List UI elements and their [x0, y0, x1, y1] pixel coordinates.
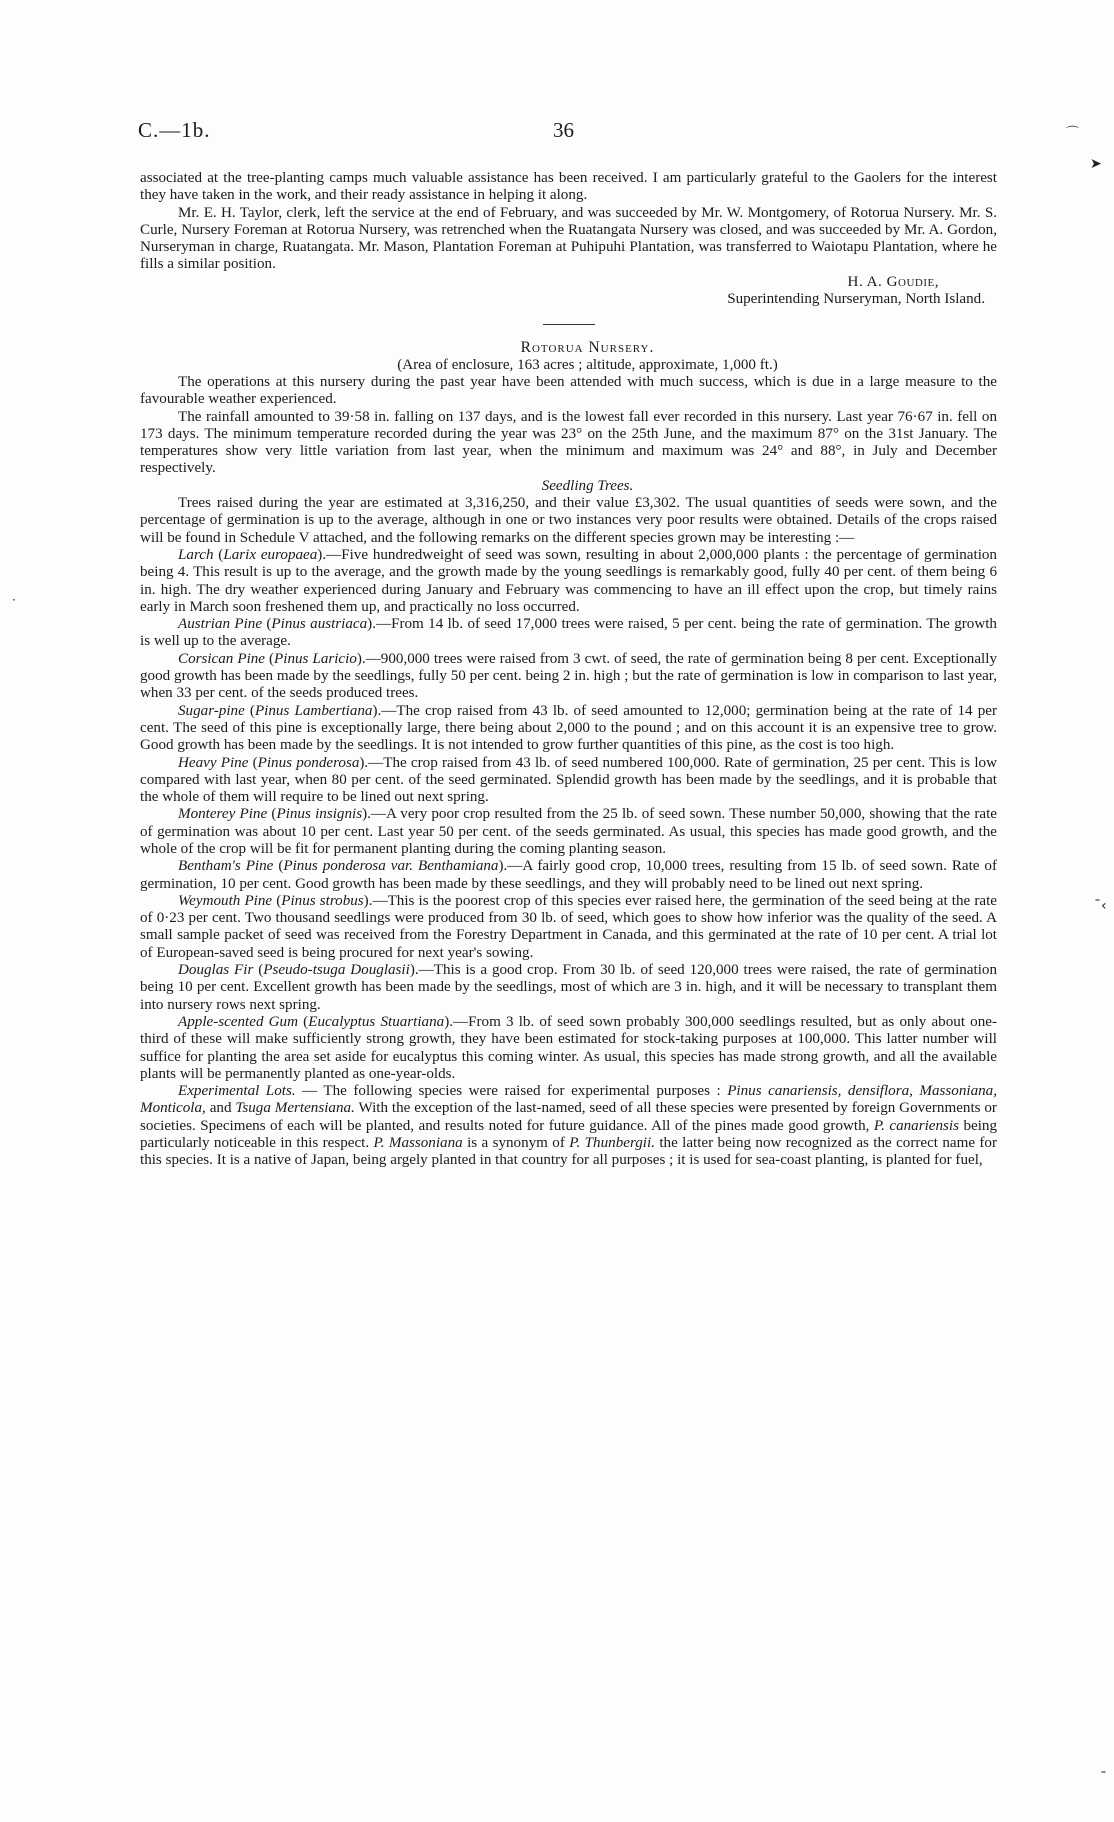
species-latin: Pinus strobus [281, 892, 364, 909]
species-paragraph: Douglas Fir (Pseudo-tsuga Douglasii).—This is a good crop. From 30 lb. of seed 120,000 trees were raised, the rate of germination being 10 per cent. Excellent growth has been made by the seedlings, most of which are 3 in. high, and it will be necessary to transplant them into nursery rows next spring. [140, 962, 997, 1013]
species-paragraph: Austrian Pine (Pinus austriaca).—From 14 lb. of seed 17,000 trees were raised, 5 per cent. being the rate of germination. The growth is well up to the average. [140, 616, 997, 650]
species-text: The crop raised from 43 lb. of seed numbered 100,000. Rate of germination, 25 per cent. This is low compared with last year, when 80 per cent. of the seed germinated. Splendid growth has been made by the seedlings, and it is probable that the whole of them will require to be lined out next spring. [140, 754, 997, 806]
document-body [140, 170, 997, 1170]
species-name: Bentham's Pine [178, 858, 274, 875]
report-code: C.—1b. [138, 118, 211, 142]
species-latin: Larix europaea [223, 546, 318, 563]
species-name: Apple-scented Gum [178, 1013, 299, 1030]
species-latin: Eucalyptus Stuartiana [308, 1013, 445, 1030]
species-paragraph: Corsican Pine (Pinus Laricio).—900,000 trees were raised from 3 cwt. of seed, the rate of germination being 8 per cent. Exceptionally good growth has been made by the seedlings, fully 50 per cent. being 2 in. high ; but the rate of germination is low in comparison to last year, when 33 per cent. of the seeds produced trees. [140, 650, 997, 702]
margin-mark-right: ˉ‹ [1094, 898, 1107, 914]
species-text: The crop raised from 43 lb. of seed amounted to 12,000; germination being at the rate of 14 per cent. The seed of this pine is exceptionally large, there being about 2,000 to the pound ; and on this account it is an expensive tree to grow. Good growth has been made by the seedlings. It is not intended to grow further quantities of this pine, as the cost is too high. [140, 702, 997, 754]
species-paragraph: Sugar-pine (Pinus Lambertiana).—The crop raised from 43 lb. of seed amounted to 12,000; germination being at the rate of 14 per cent. The seed of this pine is exceptionally large, there being about 2,000 to the pound ; and on this account it is an expensive tree to grow. Good growth has been made by the seedlings. It is not intended to grow further quantities of this pine, as the cost is too high. [140, 702, 997, 754]
species-latin: Pinus insignis [276, 806, 363, 823]
species-text: This is a good crop. From 30 lb. of seed 120,000 trees were raised, the rate of germination being 10 per cent. Excellent growth has been made by the seedlings, most of which are 3 in. high, and it will be necessary to transplant them into nursery rows next spring. [140, 962, 997, 1013]
species-paragraph: Heavy Pine (Pinus ponderosa).—The crop raised from 43 lb. of seed numbered 100,000. Rate of germination, 25 per cent. This is low compared with last year, when 80 per cent. of the seed germinated. Splendid growth has been made by the seedlings, and it is probable that the whole of them will require to be lined out next spring. [140, 754, 997, 806]
experimental-text: being particularly noticeable in this respect. [140, 1117, 997, 1152]
species-paragraph: Apple-scented Gum (Eucalyptus Stuartiana).—From 3 lb. of seed sown probably 300,000 seedlings resulted, but as only about one-third of these will make sufficiently strong growth, they have been estimated for stock-taking purposes at 100,000. This latter number will suffice for planting the area set aside for eucalyptus this coming winter. As usual, this species has made strong growth, and all the available plants will be permanently planted as one-year-olds. [140, 1013, 997, 1082]
species-name: Austrian Pine [178, 616, 263, 633]
species-latin: Pseudo-tsuga Douglasii [263, 962, 410, 979]
margin-mark-arrow: ➤ [1090, 156, 1102, 172]
experimental-paragraph: Experimental Lots. — The following species were raised for experimental purposes : Pinus canariensis, densiflora, Massoniana, Monticola, and Tsuga Mertensiana. With the exception of the last-named, seed of all these species were presented by foreign Governments or societies. Specimens of each will be planted, and results noted for future guidance. All of the pines made good growth, P. canariensis being particularly noticeable in this respect. P. Massoniana is a synonym of P. Thunbergii. the latter being now recognized as the correct name for this species. It is a native of Japan, being argely planted in that country for all purposes ; it is used for sea-coast planting, is planted for fuel, [140, 1083, 998, 1169]
intro-paragraph: Mr. E. H. Taylor, clerk, left the service at the end of February, and was succeeded by Mr. W. Montgomery, of Rotorua Nursery. Mr. S. Curle, Nursery Foreman at Rotorua Nursery, was retrenched when the Ruatangata Nursery was closed, and was succeeded by Mr. A. Gordon, Nurseryman in charge, Ruatangata. Mr. Mason, Plantation Foreman at Puhipuhi Plantation, was transferred to Waiotapu Plantation, where he fills a similar position. [140, 204, 997, 273]
seedling-intro: Trees raised during the year are estimated at 3,316,250, and their value £3,302. The usual quantities of seeds were sown, and the percentage of germination is up to the average, although in one or two instances very poor results were obtained. Details of the crops raised will be found in Schedule V attached, and the following remarks on the different species grown may be interesting :— [140, 495, 997, 546]
section-title: Rotorua Nursery. [520, 339, 655, 357]
experimental-species-list: Pinus canariensis, densiflora, Massoniana, Monticola, [140, 1083, 997, 1117]
section-area-note: (Area of enclosure, 163 acres ; altitude, approximate, 1,000 ft.) [397, 356, 778, 373]
species-text: A fairly good crop, 10,000 trees, resulting from 15 lb. of seed sown. Rate of germination, 10 per cent. Good growth has been made by these seedlings, and they will probably need to be lined out next spring. [140, 858, 997, 892]
species-text: From 3 lb. of seed sown probably 300,000 seedlings resulted, but as only about one-third of these will make sufficiently strong growth, they have been estimated for stock-taking purposes at 100,000. This latter number will suffice for planting the area set aside for eucalyptus this coming winter. As usual, this species has made strong growth, and all the available plants will be permanently planted as one-year-olds. [140, 1013, 997, 1082]
species-ref-thunbergii: P. Thunbergii. [569, 1135, 655, 1152]
species-ref-massoniana: P. Massoniana [373, 1135, 463, 1152]
species-name: Heavy Pine [178, 754, 249, 771]
species-text: A very poor crop resulted from the 25 lb. of seed sown. These number 50,000, showing that the rate of germination was about 10 per cent. Last year 50 per cent. of the seeds germinated. As usual, this species has made good growth, and the whole of the crop will be fit for permanent planting during the coming planting season. [140, 806, 997, 857]
species-text: This is the poorest crop of this species ever raised here, the germination of the seed being at the rate of 0·23 per cent. Two thousand seedlings were produced from 30 lb. of seed, which goes to show how inferior was the quality of the seed. A small sample packet of seed was received from the Forestry Department in Canada, and this germinated at the rate of 10 per cent. A trial lot of European-saved seed is being procured for next year's sowing. [140, 892, 997, 961]
section-paragraph: The rainfall amounted to 39·58 in. falling on 137 days, and is the lowest fall ever recorded in this nursery. Last year 76·67 in. fell on 173 days. The minimum temperature recorded during the year was 23° on the 25th June, and the maximum 87° on the 31st January. The temperatures show very little variation from last year, when the minimum and maximum was 24° and 88°, in July and December respectively. [140, 408, 997, 477]
section-paragraph: The operations at this nursery during the past year have been attended with much success, which is due in a large measure to the favourable weather experienced. [140, 373, 997, 408]
species-paragraph: Bentham's Pine (Pinus ponderosa var. Benthamiana).—A fairly good crop, 10,000 trees, resulting from 15 lb. of seed sown. Rate of germination, 10 per cent. Good growth has been made by these seedlings, and they will probably need to be lined out next spring. [140, 858, 997, 892]
margin-mark-bottom: ˉ [1100, 1770, 1107, 1786]
subheading: Seedling Trees. [541, 477, 634, 494]
page-header [0, 118, 1114, 148]
species-latin: Pinus Laricio [274, 650, 357, 667]
page-number: 36 [553, 118, 574, 142]
species-text: Five hundredweight of seed was sown, resulting in about 2,000,000 plants : the percentage of germination being 4. This result is up to the average, and the growth made by the young seedlings is remarkably good, fully 40 per cent. of them being 6 in. high. The dry weather experienced during January and February was commencing to have an ill effect upon the crop, but timely rains early in March soon freshened them up, and practically no loss occurred. [140, 546, 997, 615]
signature-name: H. A. Goudie, [847, 273, 939, 290]
species-name: Monterey Pine [178, 806, 268, 823]
species-latin: Pinus ponderosa [257, 754, 360, 771]
species-paragraph: Larch (Larix europaea).—Five hundredweight of seed was sown, resulting in about 2,000,000 plants : the percentage of germination being 4. This result is up to the average, and the growth made by the young seedlings is remarkably good, fully 40 per cent. of them being 6 in. high. The dry weather experienced during January and February was commencing to have an ill effect upon the crop, but timely rains early in March soon freshened them up, and practically no loss occurred. [140, 546, 997, 615]
section-divider [543, 324, 595, 325]
experimental-and: and [209, 1100, 232, 1117]
species-latin: Pinus austriaca [271, 616, 368, 633]
experimental-text: is a synonym of [467, 1135, 565, 1152]
species-name: Sugar-pine [178, 702, 245, 719]
margin-mark-top: ⌒ [1066, 126, 1080, 141]
experimental-lead: The following species were raised for experimental purposes : [323, 1083, 721, 1100]
experimental-text: the latter being now recognized as the correct name for this species. It is a native of Japan, being argely planted in that country for all purposes ; it is used for sea-coast planting, is planted for fuel, [140, 1135, 998, 1169]
species-name: Larch [178, 546, 214, 563]
species-text: 900,000 trees were raised from 3 cwt. of seed, the rate of germination being 8 per cent. Exceptionally good growth has been made by the seedlings, fully 50 per cent. being 2 in. high ; but the rate of germination is low in comparison to last year, when 33 per cent. of the seeds produced trees. [140, 650, 997, 702]
species-name: Corsican Pine [178, 650, 266, 667]
species-latin: Pinus Lambertiana [254, 702, 373, 719]
species-paragraph: Monterey Pine (Pinus insignis).—A very poor crop resulted from the 25 lb. of seed sown. These number 50,000, showing that the rate of germination was about 10 per cent. Last year 50 per cent. of the seeds germinated. As usual, this species has made good growth, and the whole of the crop will be fit for permanent planting during the coming planting season. [140, 806, 997, 857]
species-ref-canariensis: P. canariensis [873, 1117, 959, 1134]
experimental-text: With the exception of the last-named, seed of all these species were presented by foreign Governments or societies. Specimens of each will be planted, and results noted for future guidance. All of the pines made good growth, [140, 1100, 997, 1134]
experimental-label: Experimental Lots. [178, 1083, 296, 1100]
species-name: Douglas Fir [178, 962, 254, 979]
margin-mark-left: · [12, 593, 16, 607]
intro-paragraph: associated at the tree-planting camps much valuable assistance has been received. I am particularly grateful to the Gaolers for the interest they have taken in the work, and their ready assistance in helping it along. [140, 170, 997, 204]
experimental-last-species: Tsuga Mertensiana. [235, 1100, 355, 1117]
species-name: Weymouth Pine [178, 892, 273, 909]
species-text: From 14 lb. of seed 17,000 trees were raised, 5 per cent. being the rate of germination. The growth is well up to the average. [140, 616, 997, 650]
species-paragraph: Weymouth Pine (Pinus strobus).—This is the poorest crop of this species ever raised here, the germination of the seed being at the rate of 0·23 per cent. Two thousand seedlings were produced from 30 lb. of seed, which goes to show how inferior was the quality of the seed. A small sample packet of seed was received from the Forestry Department in Canada, and this germinated at the rate of 10 per cent. A trial lot of European-saved seed is being procured for next year's sowing. [140, 892, 997, 961]
species-latin: Pinus ponderosa var. Benthamiana [283, 858, 499, 875]
signature-title: Superintending Nurseryman, North Island. [727, 291, 985, 308]
